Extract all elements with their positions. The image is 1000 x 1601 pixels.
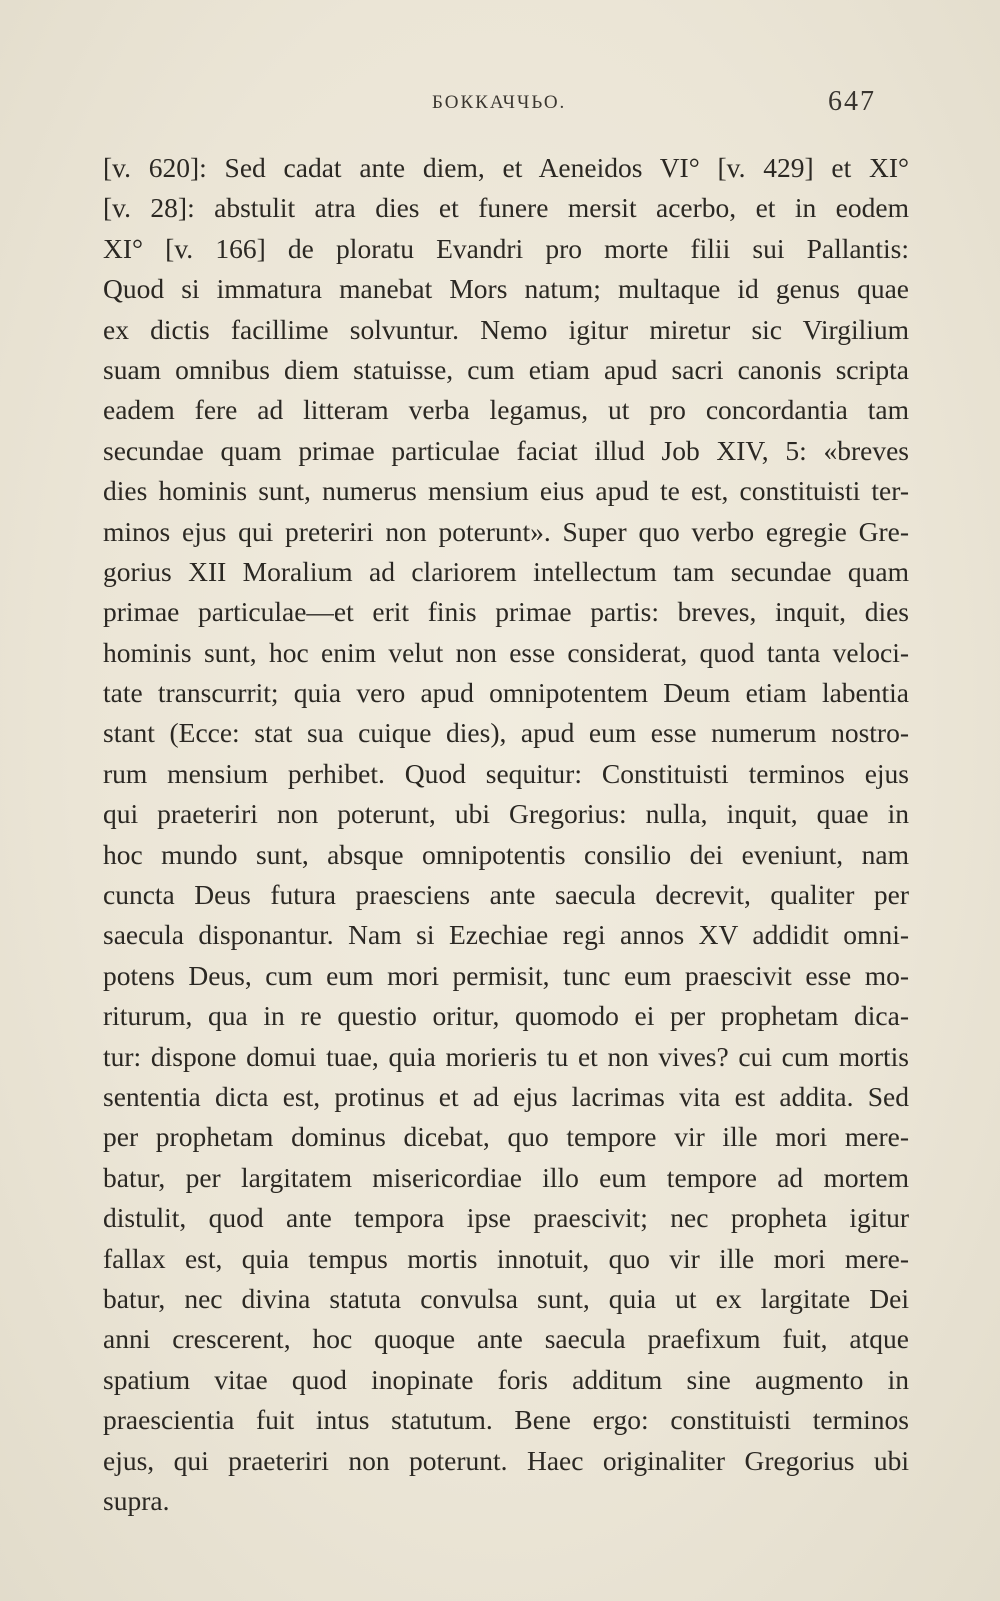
text-line: hoc mundo sunt, absque omnipotentis consilio dei eveniunt, nam: [103, 838, 909, 870]
running-head: [0, 86, 1000, 120]
text-line: rum mensium perhibet. Quod sequitur: Constituisti terminos ejus: [103, 757, 909, 789]
text-line: anni crescerent, hoc quoque ante saecula praefixum fuit, atque: [103, 1323, 909, 1355]
text-line: fallax est, quia tempus mortis innotuit, quo vir ille mori mere-: [103, 1242, 909, 1274]
text-line: per prophetam dominus dicebat, quo tempore vir ille mori mere-: [103, 1121, 909, 1153]
text-line: qui praeteriri non poterunt, ubi Gregorius: nulla, inquit, quae in: [103, 798, 909, 830]
text-line: distulit, quod ante tempora ipse praescivit; nec propheta igitur: [103, 1202, 909, 1234]
text-line: dies hominis sunt, numerus mensium eius apud te est, constituisti ter-: [103, 475, 909, 507]
text-line: batur, per largitatem misericordiae illo eum tempore ad mortem: [103, 1161, 909, 1193]
text-line: batur, nec divina statuta convulsa sunt, quia ut ex largitate Dei: [103, 1282, 909, 1314]
text-line: hominis sunt, hoc enim velut non esse considerat, quod tanta veloci-: [103, 636, 909, 668]
text-line: [v. 620]: Sed cadat ante diem, et Aeneidos VI° [v. 429] et XI°: [103, 152, 909, 183]
text-line: primae particulae—et erit finis primae partis: breves, inquit, dies: [103, 596, 909, 628]
text-line: minos ejus qui preteriri non poterunt». Super quo verbo egregie Gre-: [103, 515, 909, 547]
text-line: potens Deus, cum eum mori permisit, tunc eum praescivit esse mo-: [103, 959, 909, 991]
text-line: supra.: [103, 1484, 170, 1516]
text-line: tate transcurrit; quia vero apud omnipotentem Deum etiam labentia: [103, 677, 909, 709]
text-line: [v. 28]: abstulit atra dies et funere mersit acerbo, et in eodem: [103, 192, 909, 224]
text-line: gorius XII Moralium ad clariorem intellectum tam secundae quam: [103, 555, 909, 587]
text-line: tur: dispone domui tuae, quia morieris tu et non vives? cui cum mortis: [103, 1040, 909, 1072]
text-line: praescientia fuit intus statutum. Bene ergo: constituisti terminos: [103, 1404, 909, 1436]
text-line: eadem fere ad litteram verba legamus, ut pro concordantia tam: [103, 394, 909, 426]
text-line: ejus, qui praeteriri non poterunt. Haec originaliter Gregorius ubi: [103, 1444, 909, 1476]
text-line: stant (Ecce: stat sua cuique dies), apud eum esse numerum nostro-: [103, 717, 909, 749]
text-line: Quod si immatura manebat Mors natum; multaque id genus quae: [103, 273, 909, 305]
text-line: cuncta Deus futura praesciens ante saecula decrevit, qualiter per: [103, 879, 909, 911]
text-line: riturum, qua in re questio oritur, quomodo ei per prophetam dica-: [103, 1000, 909, 1032]
running-title: БОККАЧЧЬО.: [432, 92, 567, 113]
body-text: [103, 148, 909, 1521]
text-line: secundae quam primae particulae faciat illud Job XIV, 5: «breves: [103, 434, 909, 466]
page-number: 647: [828, 86, 876, 117]
text-line: saecula disponantur. Nam si Ezechiae regi annos XV addidit omni-: [103, 919, 909, 951]
text-line: spatium vitae quod inopinate foris additum sine augmento in: [103, 1363, 909, 1395]
text-line: suam omnibus diem statuisse, cum etiam apud sacri canonis scripta: [103, 353, 909, 385]
text-line: XI° [v. 166] de ploratu Evandri pro morte filii sui Pallantis:: [103, 232, 909, 264]
text-line: sententia dicta est, protinus et ad ejus lacrimas vita est addita. Sed: [103, 1080, 909, 1112]
text-line: ex dictis facillime solvuntur. Nemo igitur miretur sic Virgilium: [103, 313, 909, 345]
